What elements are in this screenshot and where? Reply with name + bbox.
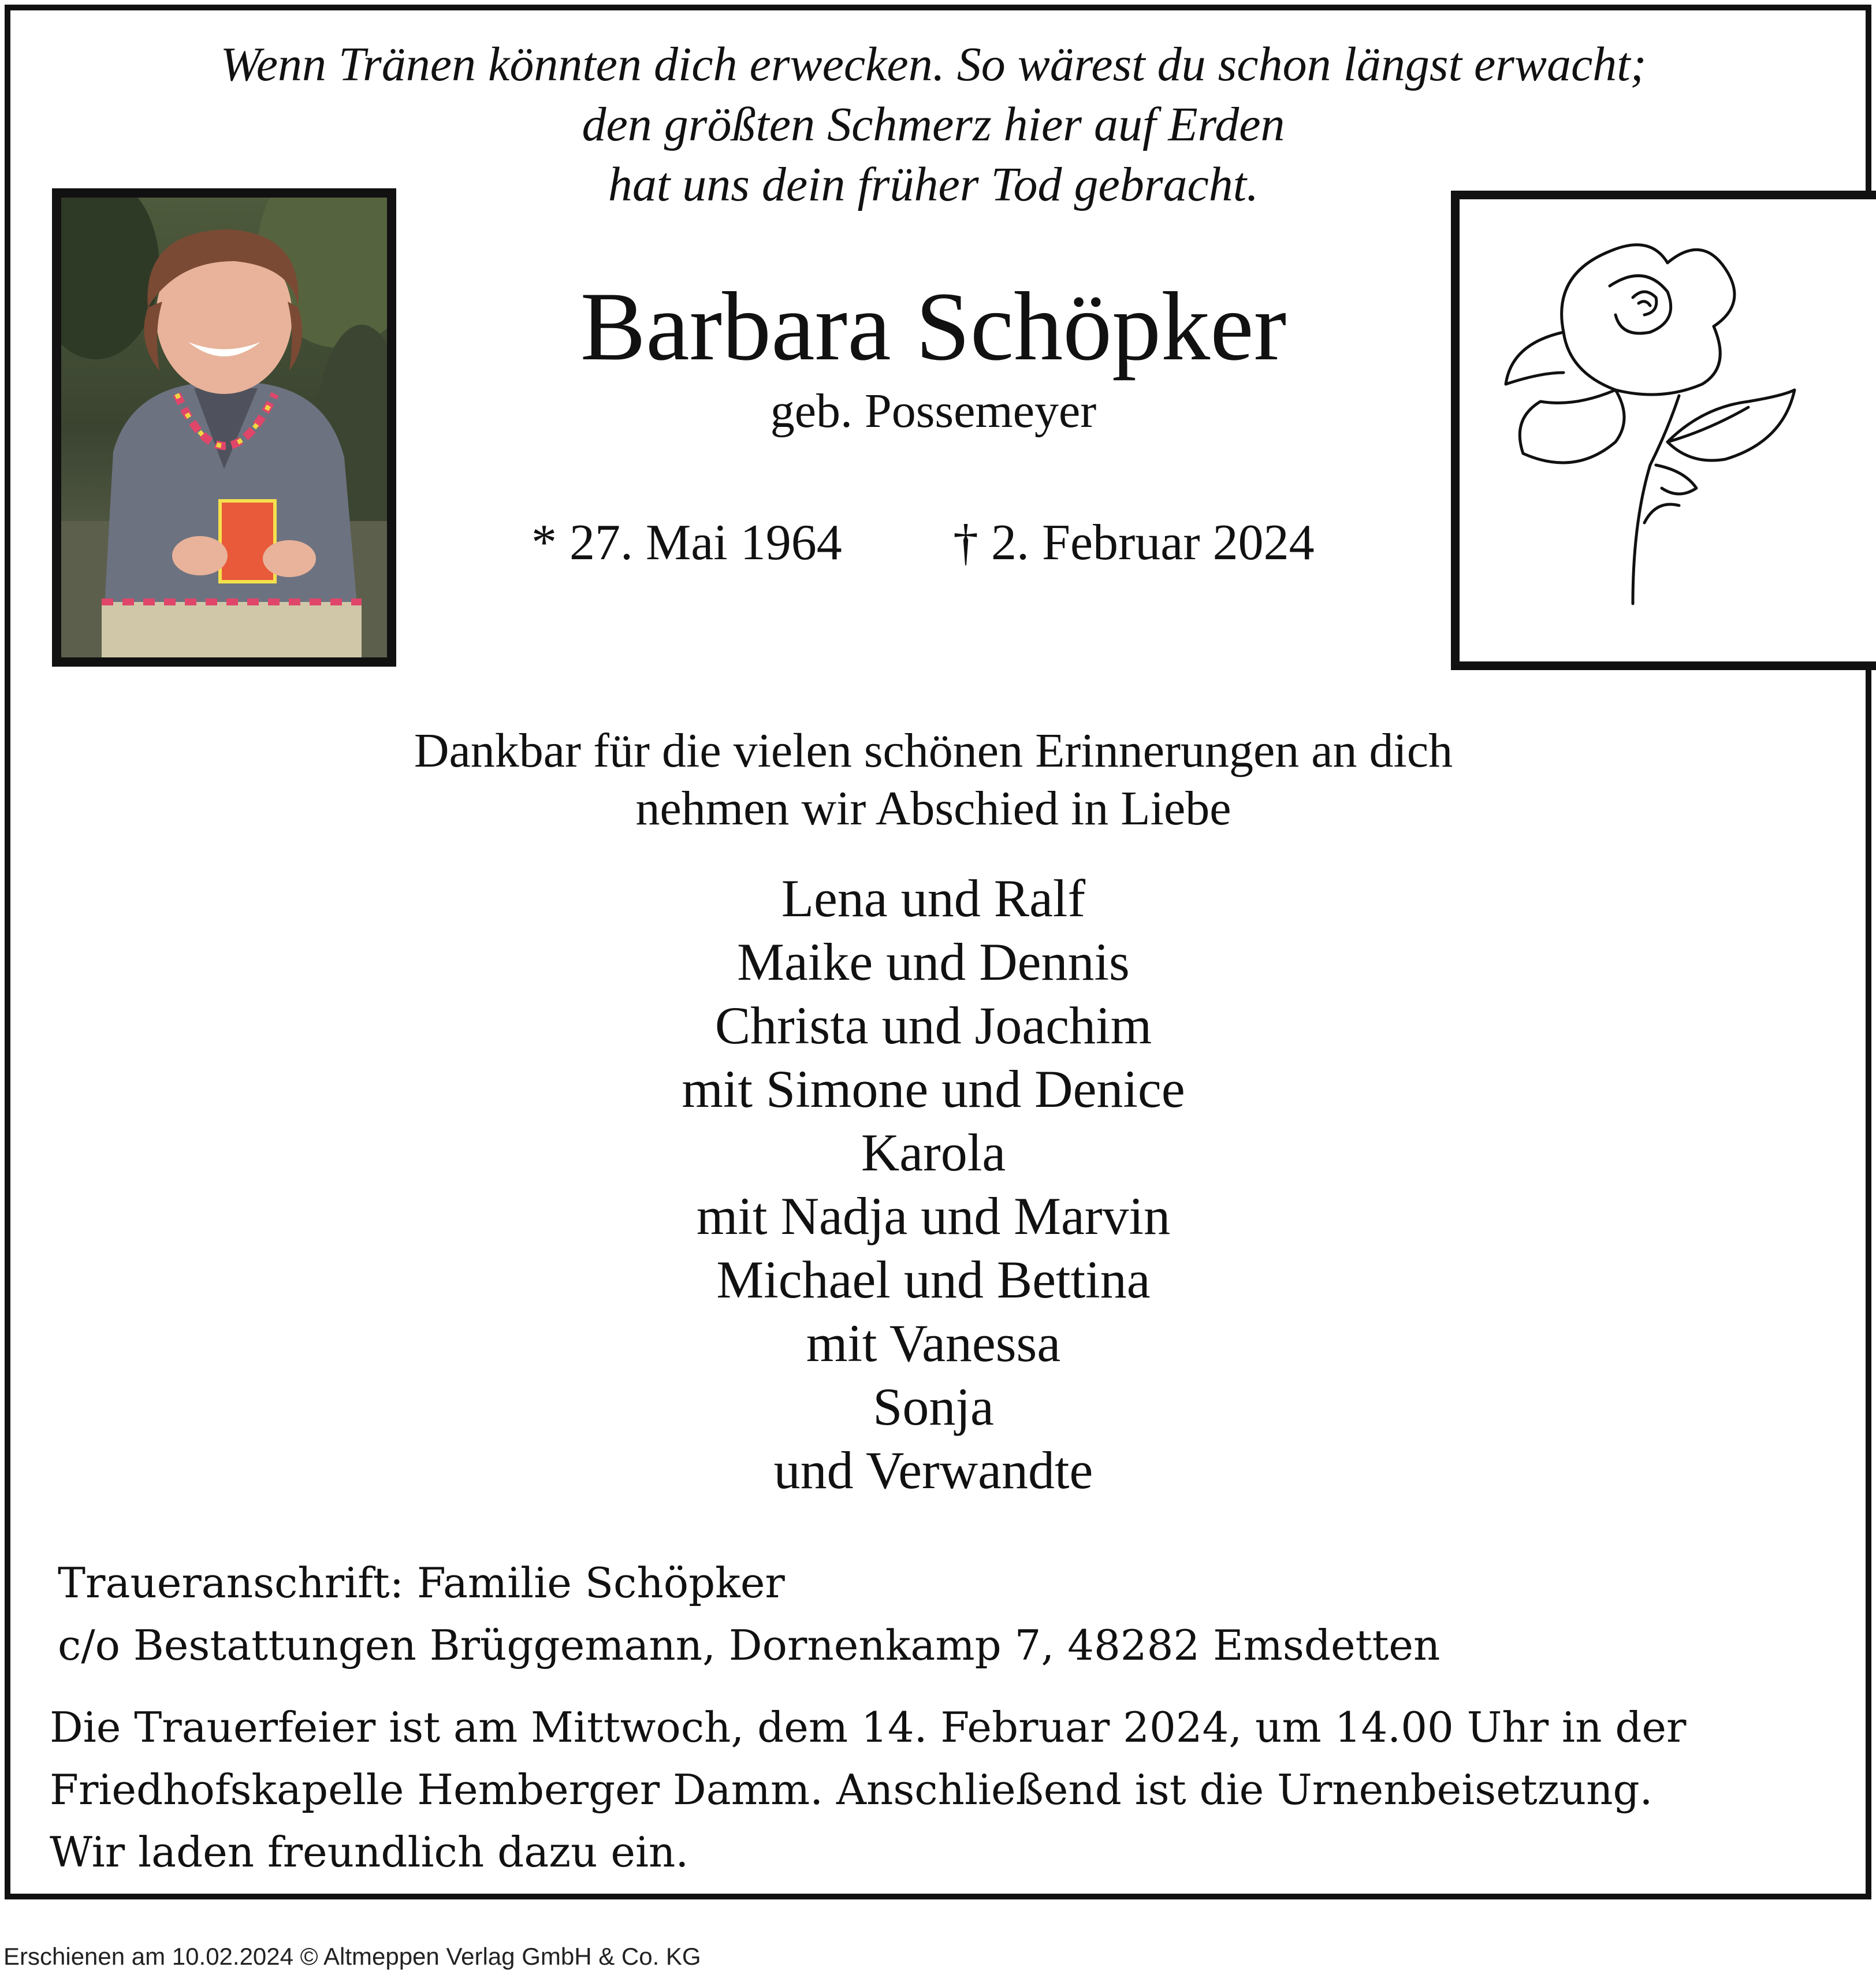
family-line: mit Vanessa [806, 1314, 1061, 1373]
poem-line: Wenn Tränen könnten dich erwecken. So wärest du schon längst erwacht; [220, 38, 1647, 91]
family-line: mit Nadja und Marvin [696, 1187, 1171, 1245]
thanks-line: nehmen wir Abschied in Liebe [635, 782, 1231, 835]
family-list [0, 867, 1867, 1502]
family-line: Lena und Ralf [781, 869, 1086, 928]
maiden-name: geb. Possemeyer [770, 384, 1097, 438]
ceremony-line: Wir laden freundlich dazu ein. [50, 1828, 689, 1876]
family-line: mit Simone und Denice [682, 1059, 1185, 1118]
address-line: c/o Bestattungen Brüggemann, Dornenkamp 7, 48282 Emsdetten [58, 1621, 1440, 1670]
thanks-line: Dankbar für die vielen schönen Erinnerungen an dich [414, 724, 1453, 778]
family-line: Christa und Joachim [714, 996, 1152, 1055]
family-line: Michael und Bettina [716, 1250, 1151, 1309]
ceremony-line: Die Trauerfeier ist am Mittwoch, dem 14. Februar 2024, um 14.00 Uhr in der [50, 1703, 1687, 1752]
ceremony-line: Friedhofskapelle Hemberger Damm. Anschließend ist die Urnenbeisetzung. [50, 1765, 1653, 1814]
birth-date: * 27. Mai 1964 [531, 515, 842, 571]
family-line: und Verwandte [773, 1441, 1093, 1500]
family-line: Karola [861, 1123, 1006, 1182]
deceased-name: Barbara Schöpker [580, 272, 1287, 381]
poem-line: den größten Schmerz hier auf Erden [582, 98, 1285, 151]
publication-footer: Erschienen am 10.02.2024 © Altmeppen Verlag GmbH & Co. KG [3, 1943, 701, 1970]
address-line: Traueranschrift: Familie Schöpker [58, 1559, 785, 1607]
thanks-text [0, 722, 1867, 838]
family-line: Sonja [873, 1377, 994, 1436]
family-line: Maike und Dennis [737, 932, 1130, 991]
death-date: † 2. Februar 2024 [953, 515, 1315, 571]
poem-line: hat uns dein früher Tod gebracht. [608, 158, 1259, 211]
mourning-address [58, 1552, 1848, 1676]
ceremony-info [50, 1696, 1852, 1883]
